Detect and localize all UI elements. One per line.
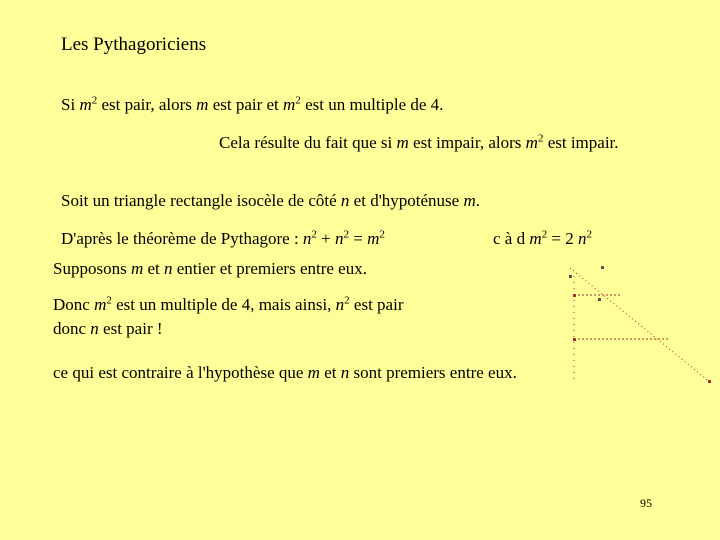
- text-fragment: Supposons: [53, 259, 131, 278]
- exponent: 2: [541, 228, 548, 241]
- text-fragment: et: [143, 259, 164, 278]
- text-fragment: est un multiple de 4, mais ainsi,: [111, 295, 336, 314]
- statement-line-3: [61, 190, 480, 212]
- hypotenuse-dotted-line: [570, 268, 710, 382]
- vertex-marker: [573, 294, 576, 297]
- variable-n: n: [302, 229, 312, 248]
- statement-line-5: [53, 258, 367, 280]
- variable-n: n: [340, 363, 350, 382]
- vertex-marker: [708, 380, 711, 383]
- vertex-marker: [573, 338, 576, 341]
- variable-m: m: [307, 363, 320, 382]
- statement-line-6: [53, 294, 404, 316]
- vertex-marker: [598, 298, 601, 301]
- variable-m: m: [367, 229, 380, 248]
- exponent: 2: [295, 94, 301, 107]
- exponent: 2: [311, 228, 317, 241]
- slide-title-text: Les Pythagoriciens: [61, 34, 207, 55]
- exponent: 2: [91, 94, 98, 107]
- variable-n: n: [164, 259, 173, 278]
- text-fragment: est pair et: [208, 95, 284, 114]
- variable-m: m: [196, 95, 209, 114]
- exponent: 2: [537, 132, 544, 145]
- text-fragment: donc: [53, 319, 91, 338]
- text-fragment: sont premiers entre eux.: [349, 363, 517, 382]
- text-fragment: = 2: [547, 229, 578, 248]
- text-fragment: est pair, alors: [97, 95, 197, 114]
- text-fragment: D'après le théorème de Pythagore :: [61, 229, 303, 248]
- variable-n: n: [340, 191, 350, 210]
- text-fragment: est pair: [349, 295, 404, 314]
- text-fragment: Cela résulte du fait que si: [219, 133, 397, 152]
- page-number-text: 95: [640, 496, 652, 510]
- exponent: 2: [344, 294, 350, 307]
- variable-m: m: [463, 191, 476, 210]
- variable-m: m: [94, 295, 107, 314]
- variable-n: n: [335, 229, 344, 248]
- vertex-marker: [569, 275, 572, 278]
- variable-n: n: [90, 319, 99, 338]
- slide-title: [61, 34, 206, 56]
- variable-m: m: [130, 259, 144, 278]
- variable-m: m: [283, 95, 296, 114]
- text-fragment: .: [475, 191, 480, 210]
- statement-line-7: [53, 318, 163, 340]
- exponent: 2: [343, 228, 350, 241]
- vertex-marker: [601, 266, 604, 269]
- variable-m: m: [79, 95, 92, 114]
- variable-m: m: [529, 229, 542, 248]
- text-fragment: et: [319, 363, 341, 382]
- variable-n: n: [577, 229, 587, 248]
- text-fragment: Soit un triangle rectangle isocèle de côté: [61, 191, 341, 210]
- variable-m: m: [396, 133, 409, 152]
- text-fragment: est impair.: [543, 133, 619, 152]
- exponent: 2: [106, 294, 112, 307]
- text-fragment: c à d: [493, 229, 530, 248]
- text-fragment: ce qui est contraire à l'hypothèse que: [53, 363, 308, 382]
- exponent: 2: [586, 228, 592, 241]
- exponent: 2: [379, 228, 385, 241]
- text-fragment: est pair !: [98, 319, 163, 338]
- text-fragment: =: [349, 229, 368, 248]
- text-fragment: est un multiple de 4.: [300, 95, 444, 114]
- text-fragment: Si: [61, 95, 80, 114]
- text-fragment: est impair, alors: [408, 133, 526, 152]
- statement-line-4b: [493, 228, 592, 250]
- page-number: [640, 496, 652, 510]
- variable-n: n: [335, 295, 345, 314]
- isosceles-triangle-sketch: [560, 258, 715, 393]
- text-fragment: et d'hypoténuse: [349, 191, 464, 210]
- text-fragment: +: [316, 229, 336, 248]
- text-fragment: entier et premiers entre eux.: [172, 259, 367, 278]
- statement-line-1: [61, 94, 443, 116]
- statement-line-2: [219, 132, 619, 154]
- text-fragment: Donc: [53, 295, 95, 314]
- statement-line-4: [61, 228, 385, 250]
- statement-line-8: [53, 362, 563, 384]
- variable-m: m: [525, 133, 538, 152]
